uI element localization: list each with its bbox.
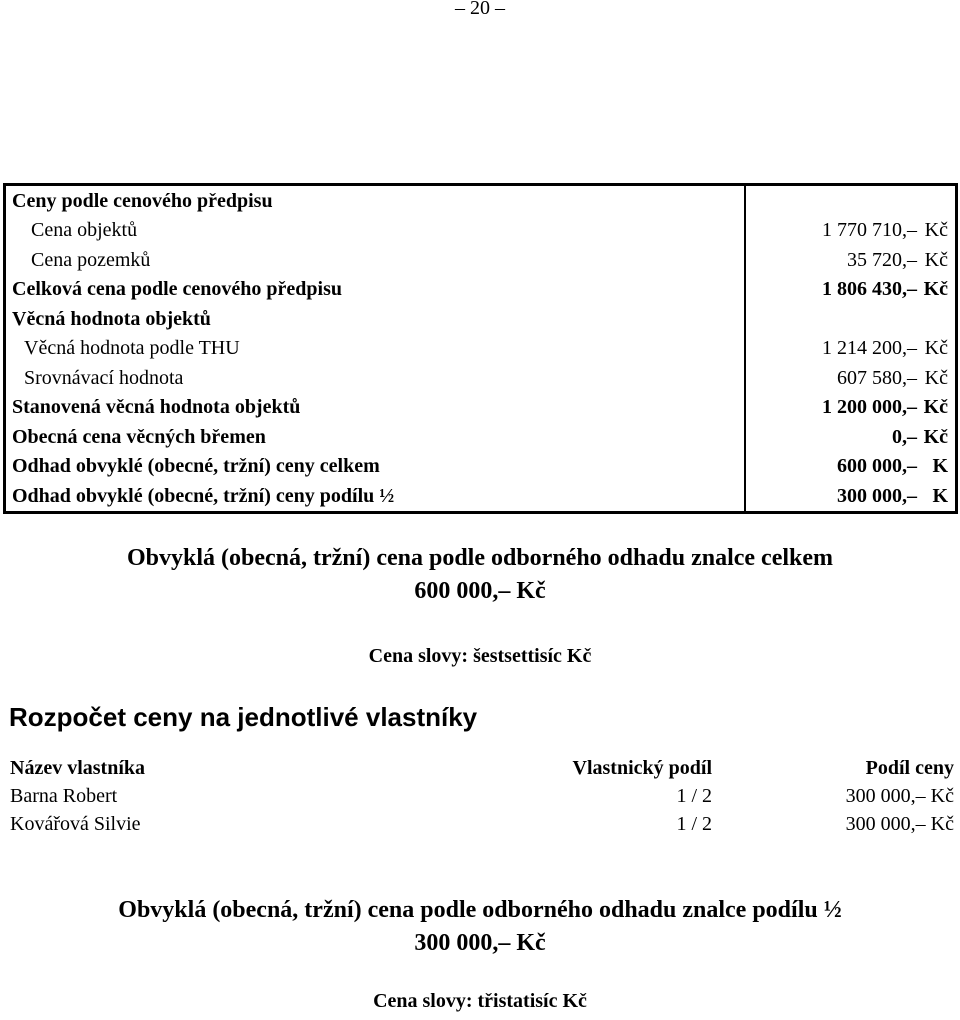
row-value [745, 334, 957, 364]
row-amount: 1 214 200,– [822, 337, 917, 360]
row-value [745, 216, 957, 246]
row-label: Věcná hodnota objektů [5, 304, 746, 334]
row-currency: Kč [924, 366, 948, 389]
price-summary-table [3, 183, 958, 514]
table-row [5, 245, 957, 275]
table-row [5, 275, 957, 305]
row-value [745, 363, 957, 393]
owners-table [10, 754, 954, 838]
row-label: Odhad obvyklé (obecné, tržní) ceny podílu ½ [5, 481, 746, 512]
owner-price: 300 000,– Kč [845, 812, 954, 835]
row-value [745, 245, 957, 275]
share-price-amount: 300 000,– Kč [414, 930, 546, 956]
total-price-amount: 600 000,– Kč [414, 578, 546, 604]
row-currency: Kč [924, 337, 948, 360]
row-label: Cena objektů [5, 216, 746, 246]
table-row [5, 363, 957, 393]
total-price-words: Cena slovy: šestsettisíc Kč [368, 645, 592, 667]
row-label: Věcná hodnota podle THU [5, 334, 746, 364]
table-row [5, 304, 957, 334]
row-value [745, 481, 957, 512]
row-amount: 0,– [892, 425, 917, 448]
row-label: Cena pozemků [5, 245, 746, 275]
table-row [5, 334, 957, 364]
table-row [10, 782, 954, 810]
row-value [745, 393, 957, 423]
table-row [5, 185, 957, 216]
row-value [745, 304, 957, 334]
table-row [5, 393, 957, 423]
owner-price: 300 000,– Kč [845, 784, 954, 807]
row-currency: Kč [923, 396, 948, 419]
table-row [5, 481, 957, 512]
row-amount: 1 806 430,– [822, 278, 917, 301]
row-label: Ceny podle cenového předpisu [5, 185, 746, 216]
row-currency: K [932, 484, 948, 507]
row-currency: Kč [923, 425, 948, 448]
table-header-row [10, 754, 954, 782]
table-row [5, 452, 957, 482]
owner-share: 1 / 2 [676, 812, 712, 835]
row-amount: 35 720,– [847, 248, 917, 271]
row-label: Stanovená věcná hodnota objektů [5, 393, 746, 423]
column-header-owner: Název vlastníka [10, 756, 145, 779]
table-row [5, 422, 957, 452]
row-amount: 607 580,– [837, 366, 917, 389]
owner-name: Kovářová Silvie [10, 812, 141, 835]
row-currency: K [932, 455, 948, 478]
row-label: Obecná cena věcných břemen [5, 422, 746, 452]
owner-share: 1 / 2 [676, 784, 712, 807]
row-amount: 1 200 000,– [822, 396, 917, 419]
table-row [5, 216, 957, 246]
row-label: Srovnávací hodnota [5, 363, 746, 393]
row-value [745, 452, 957, 482]
row-value [745, 185, 957, 216]
row-currency: Kč [923, 278, 948, 301]
row-currency: Kč [924, 219, 948, 242]
column-header-price: Podíl ceny [865, 756, 954, 779]
share-price-words: Cena slovy: třistatisíc Kč [373, 990, 587, 1012]
row-amount: 600 000,– [837, 455, 917, 478]
owner-name: Barna Robert [10, 784, 118, 807]
row-label: Celková cena podle cenového předpisu [5, 275, 746, 305]
share-price-title: Obvyklá (obecná, tržní) cena podle odborného odhadu znalce podílu ½ [118, 897, 842, 923]
row-amount: 1 770 710,– [822, 219, 917, 242]
page-number: – 20 – [455, 0, 505, 19]
row-amount: 300 000,– [837, 484, 917, 507]
column-header-share: Vlastnický podíl [572, 756, 712, 779]
row-value [745, 422, 957, 452]
row-value [745, 275, 957, 305]
row-currency: Kč [924, 248, 948, 271]
row-label: Odhad obvyklé (obecné, tržní) ceny celkem [5, 452, 746, 482]
table-row [10, 810, 954, 838]
total-price-title: Obvyklá (obecná, tržní) cena podle odborného odhadu znalce celkem [126, 545, 834, 571]
allocation-heading: Rozpočet ceny na jednotlivé vlastníky [9, 702, 478, 732]
